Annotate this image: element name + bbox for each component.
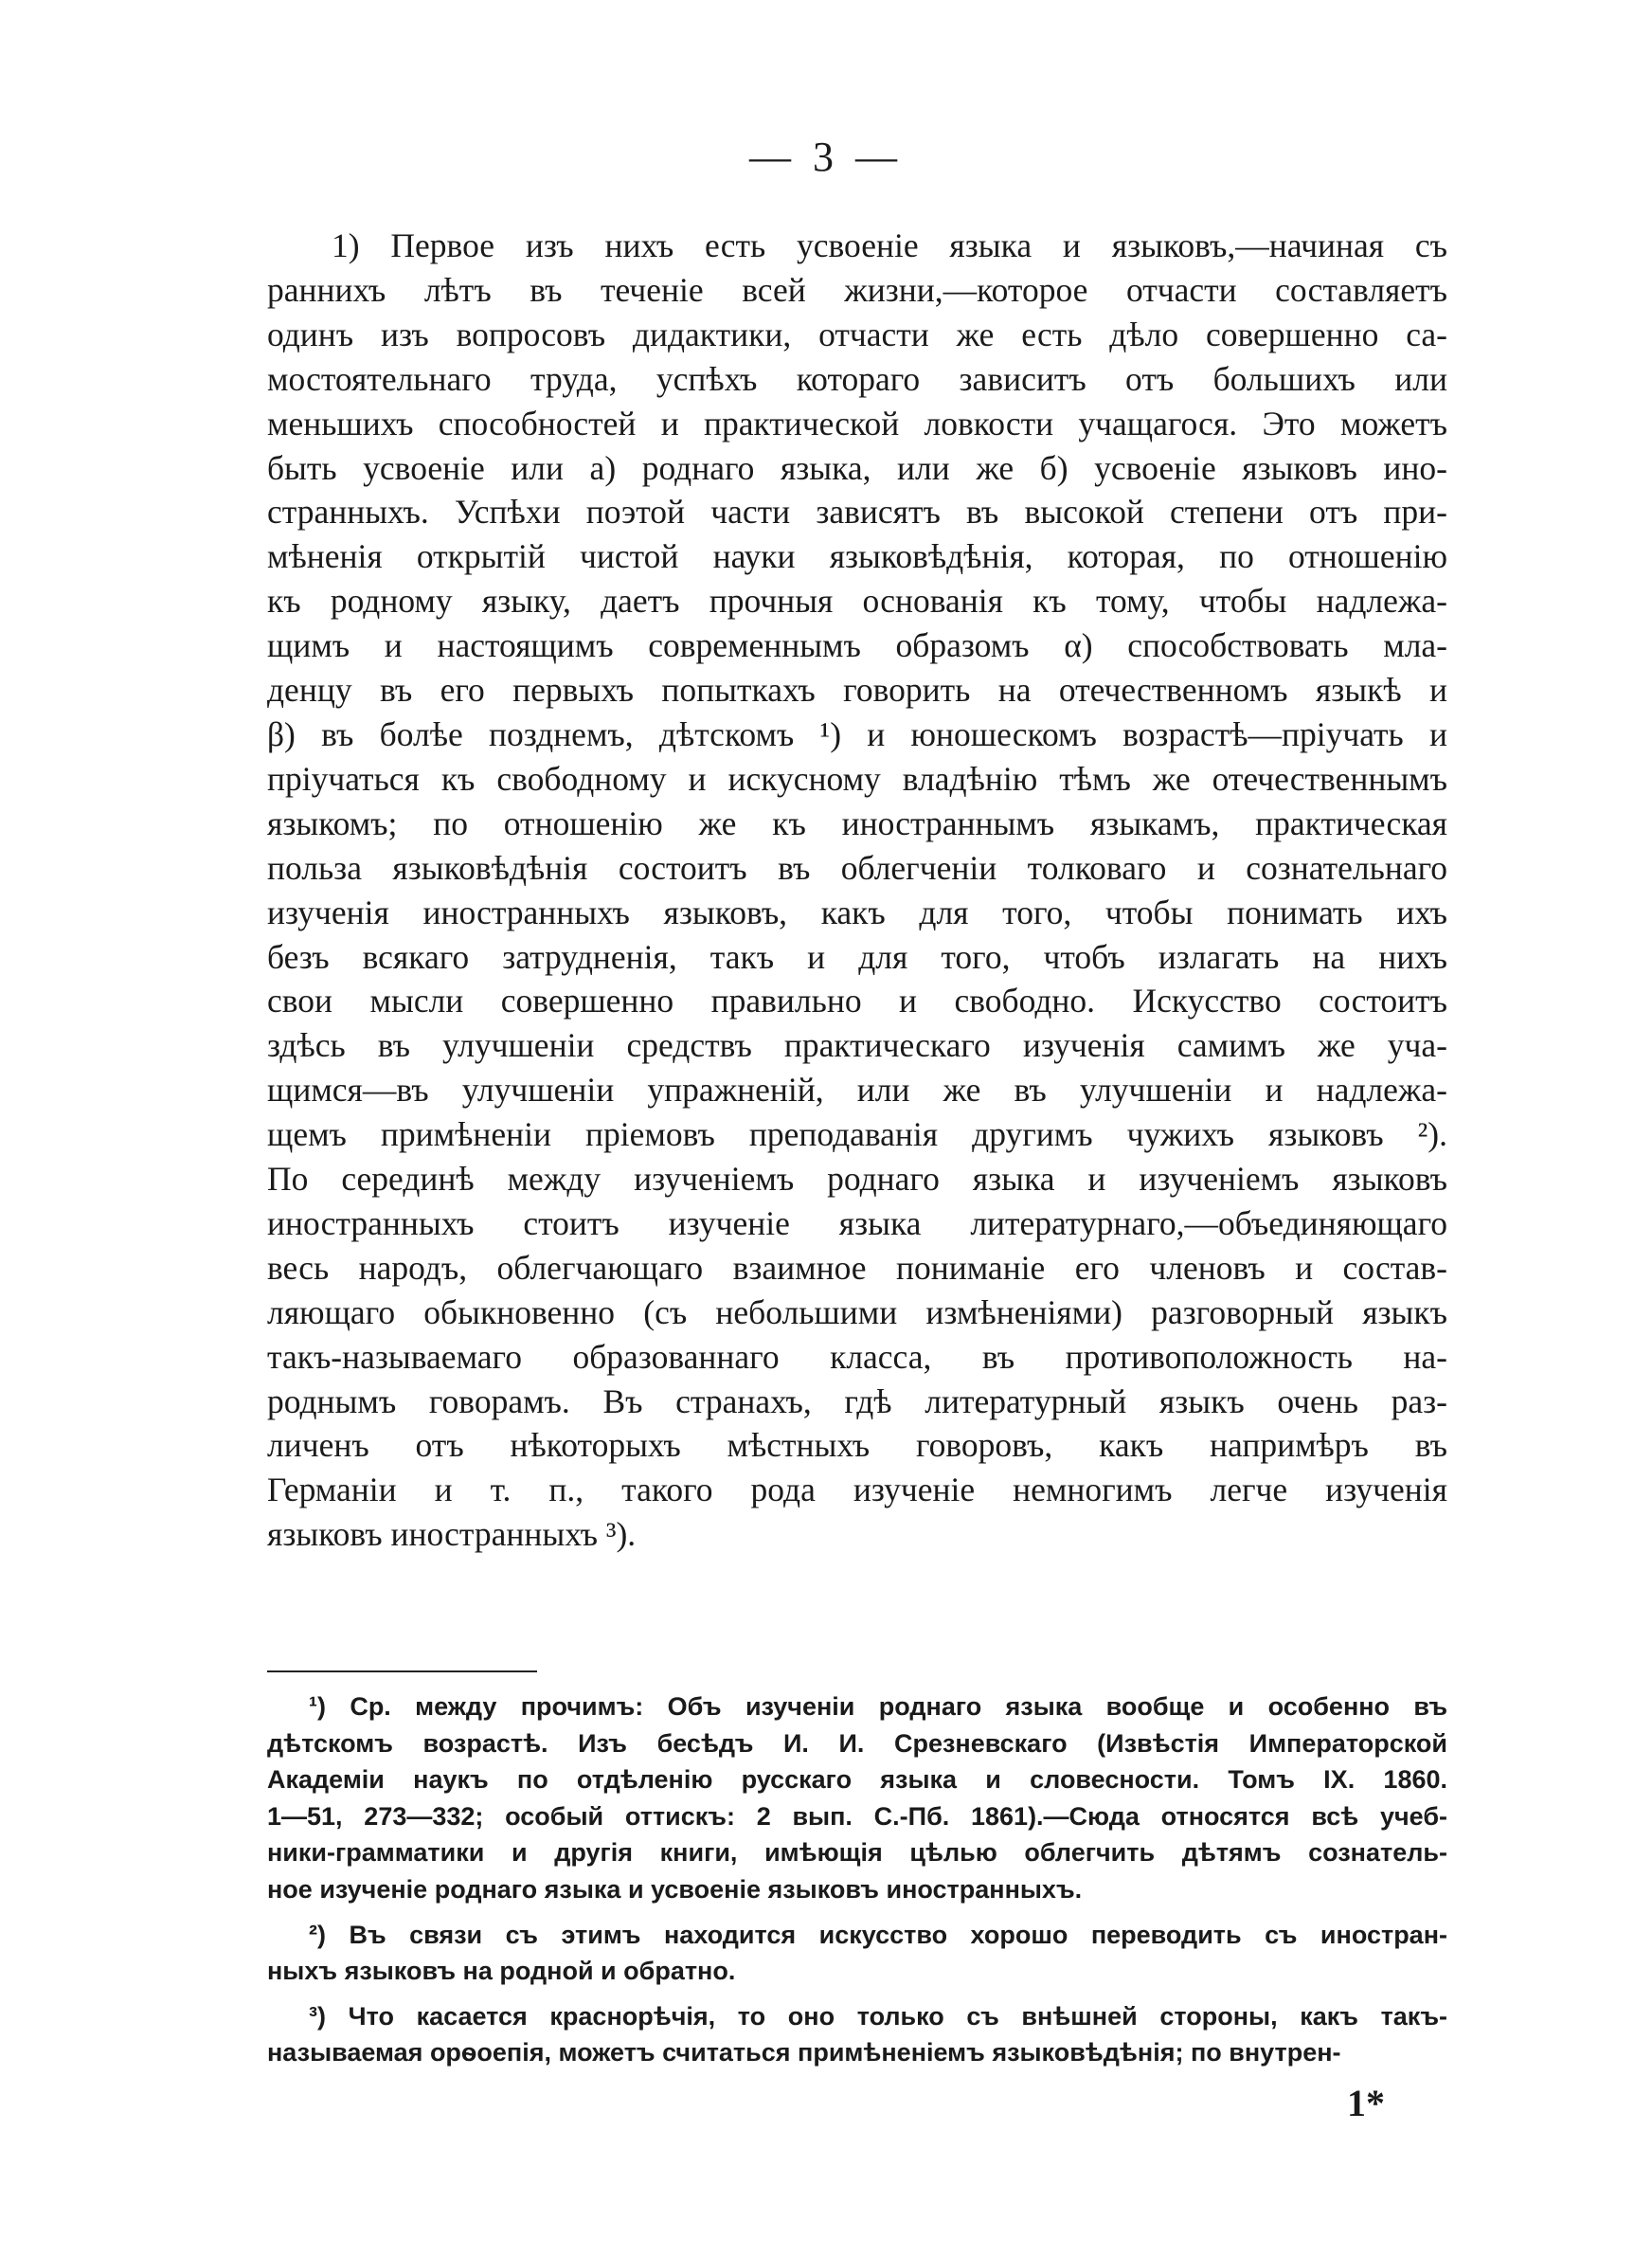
main-text-line: личенъ отъ нѣкоторыхъ мѣстныхъ говоровъ, какъ напримѣръ въ <box>267 1426 1447 1465</box>
footnote-line: дѣтскомъ возрастѣ. Изъ бесѣдъ И. И. Срезневскаго (Извѣстія Императорской <box>267 1728 1447 1758</box>
footnote-line: ¹) Ср. между прочимъ: Объ изученіи роднаго языка вообще и особенно въ <box>309 1692 1447 1721</box>
footnote-line: ²) Въ связи съ этимъ находится искусство хорошо переводить съ иностран- <box>309 1920 1447 1949</box>
main-text-line: странныхъ. Успѣхи поэтой части зависятъ въ высокой степени отъ при- <box>267 493 1447 532</box>
main-text-line: иностранныхъ стоитъ изученіе языка литературнаго,—объединяющаго <box>267 1203 1447 1242</box>
main-text-line: щемъ примѣненіи пріемовъ преподаванія другимъ чужихъ языковъ ²). <box>267 1115 1447 1154</box>
footnote-separator <box>267 1670 537 1672</box>
main-text-line: щимъ и настоящимъ современнымъ образомъ α) способствовать мла- <box>267 626 1447 665</box>
main-text-line: одинъ изъ вопросовъ дидактики, отчасти же есть дѣло совершенно са- <box>267 315 1447 353</box>
main-text-line: безъ всякаго затрудненія, такъ и для того, чтобъ излагать на нихъ <box>267 937 1447 976</box>
main-text-line: свои мысли совершенно правильно и свободно. Искусство состоитъ <box>267 982 1447 1020</box>
main-text-line: языкомъ; по отношенію же къ иностраннымъ языкамъ, практическая <box>267 803 1447 842</box>
main-text-line: ляющаго обыкновенно (съ небольшими измѣненіями) разговорный языкъ <box>267 1292 1447 1331</box>
main-text-line: роднымъ говорамъ. Въ странахъ, гдѣ литературный языкъ очень раз- <box>267 1381 1447 1420</box>
footnote-line: называемая орѳоепія, можетъ считаться примѣненіемъ языковѣдѣнія; по внутрен- <box>267 2038 1341 2067</box>
footnote-line: Академіи наукъ по отдѣленію русскаго языка и словесности. Томъ IX. 1860. <box>267 1765 1447 1795</box>
main-text-line: здѣсь въ улучшеніи средствъ практическаго изученія самимъ же уча- <box>267 1026 1447 1065</box>
main-text-line: раннихъ лѣтъ въ теченіе всей жизни,—которое отчасти составляетъ <box>267 270 1447 309</box>
footnote-line: 1—51, 273—332; особый оттискъ: 2 вып. С.-Пб. 1861).—Сюда относятся всѣ учеб- <box>267 1801 1447 1831</box>
main-paragraph <box>267 224 1447 1557</box>
main-text-line: языковъ иностранныхъ ³). <box>267 1515 637 1554</box>
main-text-line: польза языковѣдѣнія состоитъ въ облегченіи толковаго и сознательнаго <box>267 848 1447 887</box>
footnote-line: ³) Что касается краснорѣчія, то оно только съ внѣшней стороны, какъ такъ- <box>309 2001 1447 2031</box>
main-text-line: мѣненія открытій чистой науки языковѣдѣнія, которая, по отношенію <box>267 537 1447 576</box>
main-text-line: β) въ болѣе позднемъ, дѣтскомъ ¹) и юношескомъ возрастѣ—пріучать и <box>267 714 1447 753</box>
sheet-signature: 1* <box>1347 2082 1385 2124</box>
footnote <box>267 1998 1447 2071</box>
footnotes <box>267 1688 1447 2080</box>
main-text-line: быть усвоеніе или а) роднаго языка, или же б) усвоеніе языковъ ино- <box>267 448 1447 487</box>
main-text-line: денцу въ его первыхъ попыткахъ говорить на отечественномъ языкѣ и <box>267 671 1447 710</box>
footnote <box>267 1917 1447 1990</box>
main-text-line: мостоятельнаго труда, успѣхъ котораго зависитъ отъ большихъ или <box>267 359 1447 398</box>
main-text-line: По серединѣ между изученіемъ роднаго языка и изученіемъ языковъ <box>267 1160 1447 1199</box>
main-text-line: щимся—въ улучшеніи упражненій, или же въ улучшеніи и надлежа- <box>267 1071 1447 1110</box>
footnote-line: ники-грамматики и другія книги, имѣющія цѣлью облегчить дѣтямъ сознатель- <box>267 1838 1447 1868</box>
main-text-line: пріучаться къ свободному и искусному владѣнію тѣмъ же отечественнымъ <box>267 759 1447 798</box>
main-text-line: къ родному языку, даетъ прочныя основанія къ тому, чтобы надлежа- <box>267 582 1447 621</box>
footnote-line: ныхъ языковъ на родной и обратно. <box>267 1957 736 1986</box>
main-text-line: весь народъ, облегчающаго взаимное пониманіе его членовъ и состав- <box>267 1248 1447 1287</box>
footnote <box>267 1688 1447 1908</box>
main-text-line: изученія иностранныхъ языковъ, какъ для того, чтобы понимать ихъ <box>267 893 1447 931</box>
footnote-line: ное изученіе роднаго языка и усвоеніе языковъ иностранныхъ. <box>267 1874 1083 1904</box>
main-text-line: 1) Первое изъ нихъ есть усвоеніе языка и языковъ,—начиная съ <box>332 226 1447 264</box>
main-text-line: Германіи и т. п., такого рода изученіе немногимъ легче изученія <box>267 1471 1447 1509</box>
page-number: — 3 — <box>749 134 903 180</box>
main-text-line: такъ-называемаго образованнаго класса, въ противоположность на- <box>267 1337 1447 1376</box>
main-text-line: меньшихъ способностей и практической ловкости учащагося. Это можетъ <box>267 404 1447 442</box>
